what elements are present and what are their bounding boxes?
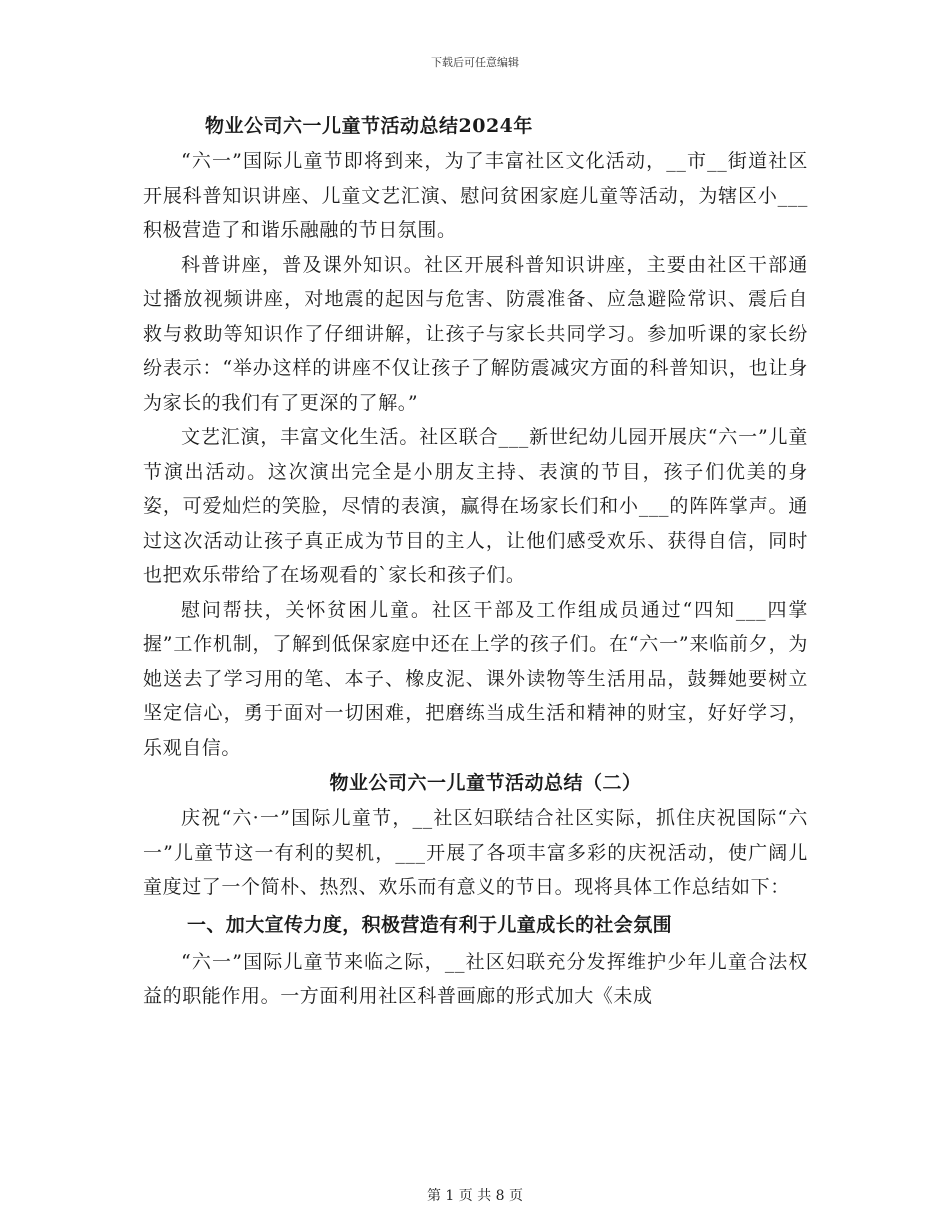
paragraph: 文艺汇演，丰富文化生活。社区联合___新世纪幼儿园开展庆“六一”儿童节演出活动。这次演出完全是小朋友主持、表演的节目，孩子们优美的身姿，可爱灿烂的笑脸，尽情的表演，赢得在场家长们和小___的阵阵掌声。通过这次活动让孩子真正成为节目的主人，让他们感受欢乐、获得自信，同时也把欢乐带给了在场观看的`家长和孩子们。 — [143, 426, 809, 586]
section-three — [143, 945, 808, 1014]
page-number: 第 1 页 共 8 页 — [426, 1188, 524, 1204]
second-title: 物业公司六一儿童节活动总结（二） — [329, 772, 642, 794]
subheading: 一、加大宣传力度，积极营造有利于儿童成长的社会氛围 — [187, 913, 673, 936]
paragraph: 庆祝“六·一”国际儿童节，__社区妇联结合社区实际，抓住庆祝国际“六一”儿童节这一有利的契机，___开展了各项丰富多彩的庆祝活动，使广阔儿童度过了一个简朴、热烈、欢乐而有意义的节日。现将具体工作总结如下： — [143, 807, 808, 898]
paragraph: 慰问帮扶，关怀贫困儿童。社区干部及工作组成员通过“四知___四掌握”工作机制，了解到低保家庭中还在上学的孩子们。在“六一”来临前夕，为她送去了学习用的笔、本子、橡皮泥、课外读物等生活用品，鼓舞她要树立坚定信心，勇于面对一切困难，把磨练当成生活和精神的财宝，好好学习，乐观自信。 — [143, 598, 808, 759]
document-title: 物业公司六一儿童节活动总结2024年 — [205, 115, 533, 137]
document-body — [143, 108, 808, 1014]
paragraph: 科普讲座，普及课外知识。社区开展科普知识讲座，主要由社区干部通过播放视频讲座，对地震的起因与危害、防震准备、应急避险常识、震后自救与救助等知识作了仔细讲解，让孩子与家长共同学习。参加听课的家长纷纷表示：“举办这样的讲座不仅让孩子了解防震减灾方面的科普知识，也让身为家长的我们有了更深的了解。” — [143, 253, 808, 414]
header-note: 下载后可任意编辑 — [431, 56, 519, 69]
paragraph: “六一”国际儿童节即将到来，为了丰富社区文化活动，__市__街道社区开展科普知识讲座、儿童文艺汇演、慰问贫困家庭儿童等活动，为辖区小___积极营造了和谐乐融融的节日氛围。 — [143, 150, 808, 241]
section-one — [143, 144, 808, 765]
section-two — [143, 801, 808, 905]
paragraph: “六一”国际儿童节来临之际，__社区妇联充分发挥维护少年儿童合法权益的职能作用。一方面利用社区科普画廊的形式加大《未成 — [143, 950, 808, 1007]
